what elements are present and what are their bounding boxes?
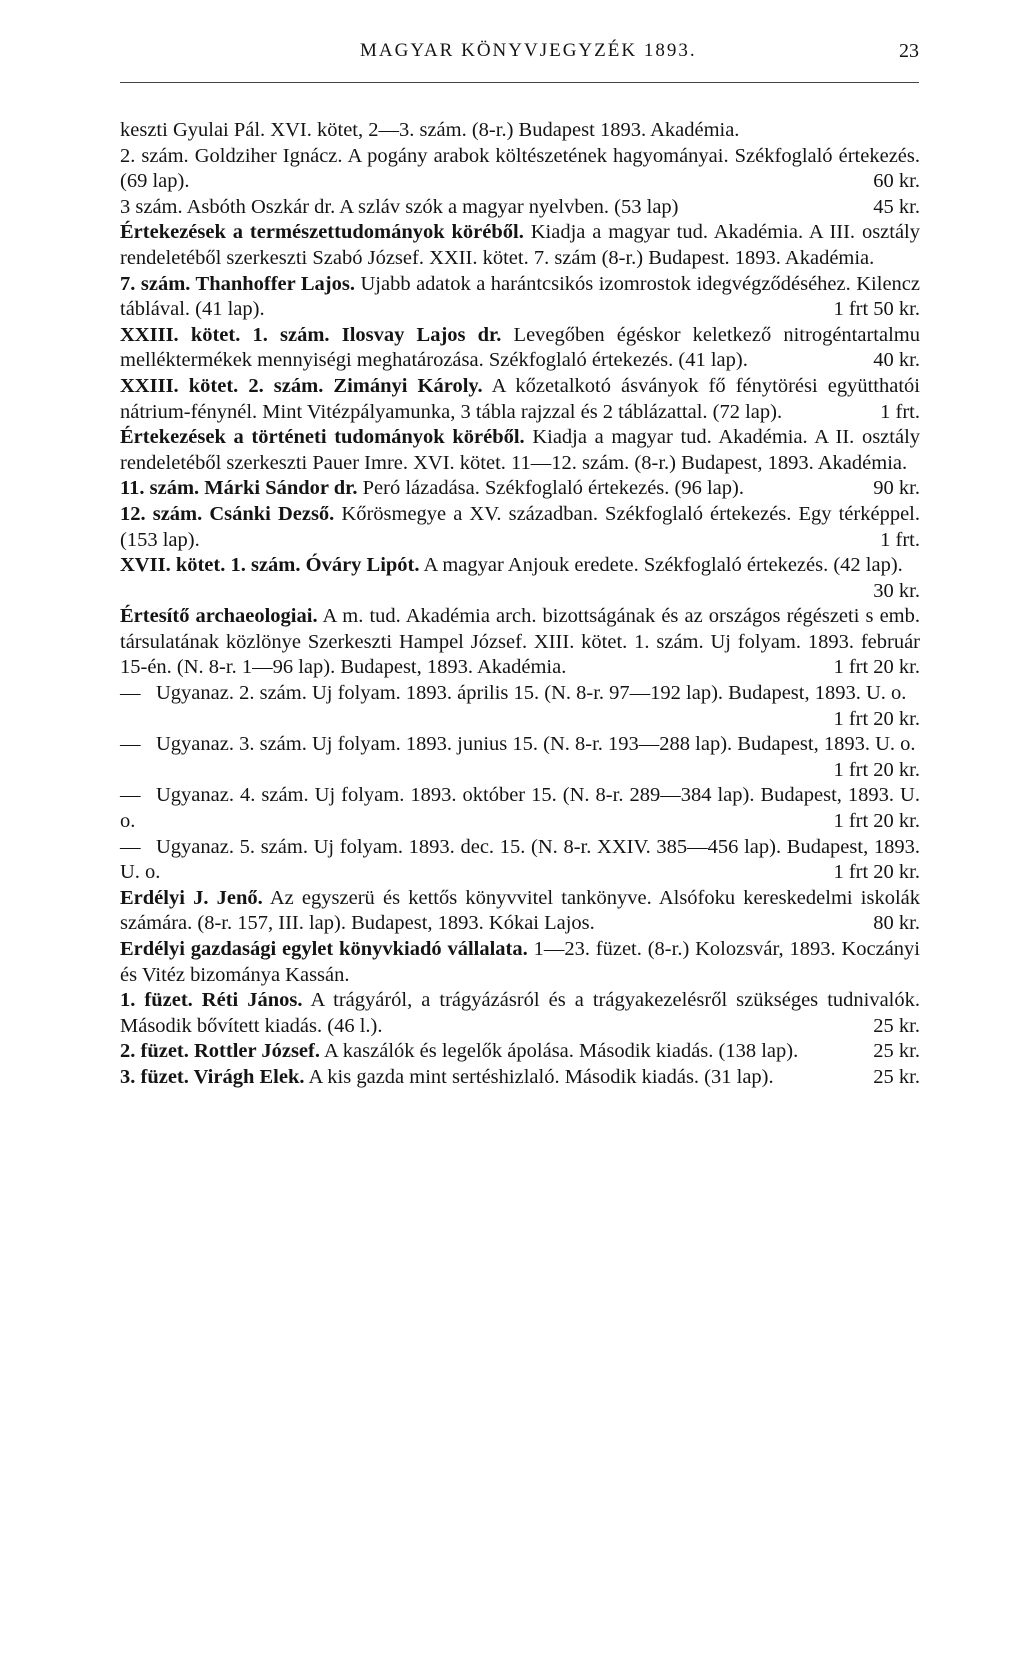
- entry-heading: 12. szám. Csánki Dezső.: [120, 502, 335, 525]
- running-title: MAGYAR KÖNYVJEGYZÉK 1893.: [360, 40, 697, 61]
- entry-price: 1 frt 20 kr.: [833, 707, 920, 730]
- entry-text: A trágyáról, a trágyázásról és a trágyakezelésről szükséges tudnivalók. Második bővített kiadás. (46 l.).: [120, 989, 921, 1037]
- ditto-dash: —: [120, 835, 141, 858]
- entry-price: 90 kr.: [873, 477, 920, 500]
- entry-heading: Értesítő archaeologiai.: [120, 605, 318, 628]
- entry-price: 1 frt 50 kr.: [833, 298, 920, 321]
- catalog-entry: [120, 886, 920, 937]
- entry-price: 1 frt 20 kr.: [833, 758, 920, 781]
- catalog-entry: [120, 937, 920, 988]
- entry-price: 40 kr.: [873, 349, 920, 372]
- entry-text: keszti Gyulai Pál. XVI. kötet, 2—3. szám. (8-r.) Budapest 1893. Akadémia.: [120, 119, 740, 141]
- catalog-body: [120, 118, 920, 1091]
- catalog-entry: [120, 323, 920, 374]
- entry-text: Ugyanaz. 3. szám. Uj folyam. 1893. junius 15. (N. 8-r. 193—288 lap). Budapest, 1893. U. o.: [156, 733, 916, 756]
- entry-text: Az egyszerü és kettős könyvvitel tankönyve. Alsófoku kereskedelmi iskolák számára. (8-r. 157, III. lap). Budapest, 1893. Kókai Lajos.: [120, 886, 920, 935]
- entry-price: 80 kr.: [873, 912, 920, 935]
- entry-text: Peró lázadása. Székfoglaló értekezés. (96 lap).: [362, 477, 744, 500]
- entry-price: 1 frt 20 kr.: [833, 861, 920, 884]
- ditto-dash: —: [120, 733, 141, 756]
- entry-heading: XXIII. kötet. 1. szám. Ilosvay Lajos dr.: [120, 323, 502, 346]
- entry-price: 1 frt 20 kr.: [833, 810, 920, 833]
- entry-text: 3 szám. Asbóth Oszkár dr. A szláv szók a magyar nyelvben. (53 lap): [120, 195, 679, 218]
- ditto-dash: —: [120, 784, 141, 807]
- entry-price: 60 kr.: [873, 170, 920, 193]
- entry-text: A m. tud. Akadémia arch. bizottságának és az országos régészeti s emb. társulatának közlönye Szerkeszti Hampel József. XIII. kötet. 1. szám. Uj folyam. 1893. február 15-én. (N. 8-r. 1—96 lap). Budapest, 1893. Akadémia.: [120, 605, 920, 679]
- entry-heading: 2. füzet. Rottler József.: [120, 1040, 320, 1063]
- catalog-entry: [120, 502, 920, 553]
- catalog-entry: [120, 476, 920, 502]
- catalog-entry: [120, 195, 920, 221]
- catalog-entry: [120, 604, 920, 681]
- entry-text: Kiadja a magyar tud. Akadémia. A III. osztály rendeletéből szerkeszti Szabó József. XXII. kötet. 7. szám (8-r.) Budapest. 1893. Akadémia.: [120, 221, 921, 269]
- entry-price: 1 frt.: [880, 400, 920, 423]
- catalog-entry: [120, 1065, 920, 1091]
- catalog-entry: [120, 783, 920, 834]
- entry-heading: 1. füzet. Réti János.: [120, 989, 303, 1012]
- entry-text: A magyar Anjouk eredete. Székfoglaló értekezés. (42 lap).: [423, 554, 903, 577]
- catalog-entry: [120, 1039, 920, 1065]
- entry-heading: XVII. kötet. 1. szám. Óváry Lipót.: [120, 554, 420, 577]
- entry-text: Ugyanaz. 5. szám. Uj folyam. 1893. dec. 15. (N. 8-r. XXIV. 385—456 lap). Budapest, 1893. U. o.: [120, 835, 920, 884]
- entry-text: A kis gazda mint sertéshizlaló. Második kiadás. (31 lap).: [308, 1065, 774, 1088]
- catalog-entry: [120, 425, 920, 476]
- entry-price: 25 kr.: [873, 1014, 920, 1037]
- catalog-entry: [120, 118, 920, 144]
- entry-text: Kőrösmegye a XV. században. Székfoglaló értekezés. Egy térképpel. (153 lap).: [120, 502, 920, 551]
- entry-heading: 7. szám. Thanhoffer Lajos.: [120, 272, 355, 295]
- entry-text: Ugyanaz. 2. szám. Uj folyam. 1893. április 15. (N. 8-r. 97—192 lap). Budapest, 1893. U. o.: [156, 682, 907, 705]
- catalog-entry: [120, 374, 920, 425]
- entry-price: 25 kr.: [873, 1065, 920, 1088]
- entry-heading: XXIII. kötet. 2. szám. Zimányi Károly.: [120, 374, 483, 397]
- catalog-entry: [120, 144, 920, 195]
- entry-heading: Értekezések a történeti tudományok köréből.: [120, 426, 525, 449]
- entry-text: 1—23. füzet. (8-r.) Kolozsvár, 1893. Koczányi és Vitéz bizománya Kassán.: [120, 938, 920, 986]
- entry-price: 1 frt 20 kr.: [833, 656, 920, 679]
- entry-price: 30 kr.: [873, 579, 920, 602]
- catalog-entry: [120, 553, 920, 604]
- entry-text: A kőzetalkotó ásványok fő fénytörési együtthatói nátrium-fénynél. Mint Vitézpályamunka, 3 tábla rajzzal és 2 táblázattal. (72 lap).: [120, 374, 920, 423]
- entry-heading: Értekezések a természettudományok köréből.: [120, 221, 524, 244]
- page-number: 23: [899, 40, 919, 62]
- entry-heading: Erdélyi gazdasági egylet könyvkiadó vállalata.: [120, 938, 528, 960]
- catalog-entry: [120, 220, 920, 271]
- entry-text: A kaszálók és legelők ápolása. Második kiadás. (138 lap).: [324, 1040, 799, 1063]
- entry-price: 25 kr.: [873, 1040, 920, 1063]
- catalog-entry: [120, 681, 920, 732]
- catalog-entry: [120, 732, 920, 783]
- entry-text: 2. szám. Goldziher Ignácz. A pogány arabok költészetének hagyományai. Székfoglaló értekezés. (69 lap).: [120, 144, 920, 193]
- header-rule: [120, 82, 919, 83]
- entry-text: Ugyanaz. 4. szám. Uj folyam. 1893. október 15. (N. 8-r. 289—384 lap). Budapest, 1893. U. o.: [120, 784, 920, 833]
- entry-text: Kiadja a magyar tud. Akadémia. A II. osztály rendeletéből szerkeszti Pauer Imre. XVI. kötet. 11—12. szám. (8-r.) Budapest, 1893. Akadémia.: [120, 426, 921, 474]
- catalog-entry: [120, 272, 920, 323]
- catalog-entry: [120, 988, 920, 1039]
- ditto-dash: —: [120, 682, 141, 705]
- catalog-entry: [120, 835, 920, 886]
- entry-text: Levegőben égéskor keletkező nitrogéntartalmu melléktermékek mennyiségi meghatározása. Székfoglaló értekezés. (41 lap).: [120, 323, 920, 372]
- entry-text: Ujabb adatok a harántcsikós izomrostok idegvégződéséhez. Kilencz táblával. (41 lap).: [120, 272, 920, 321]
- entry-price: 1 frt.: [880, 528, 920, 551]
- entry-price: 45 kr.: [873, 195, 920, 218]
- entry-heading: 11. szám. Márki Sándor dr.: [120, 477, 358, 500]
- page-header: [120, 40, 919, 72]
- entry-heading: Erdélyi J. Jenő.: [120, 886, 263, 909]
- entry-heading: 3. füzet. Virágh Elek.: [120, 1065, 305, 1088]
